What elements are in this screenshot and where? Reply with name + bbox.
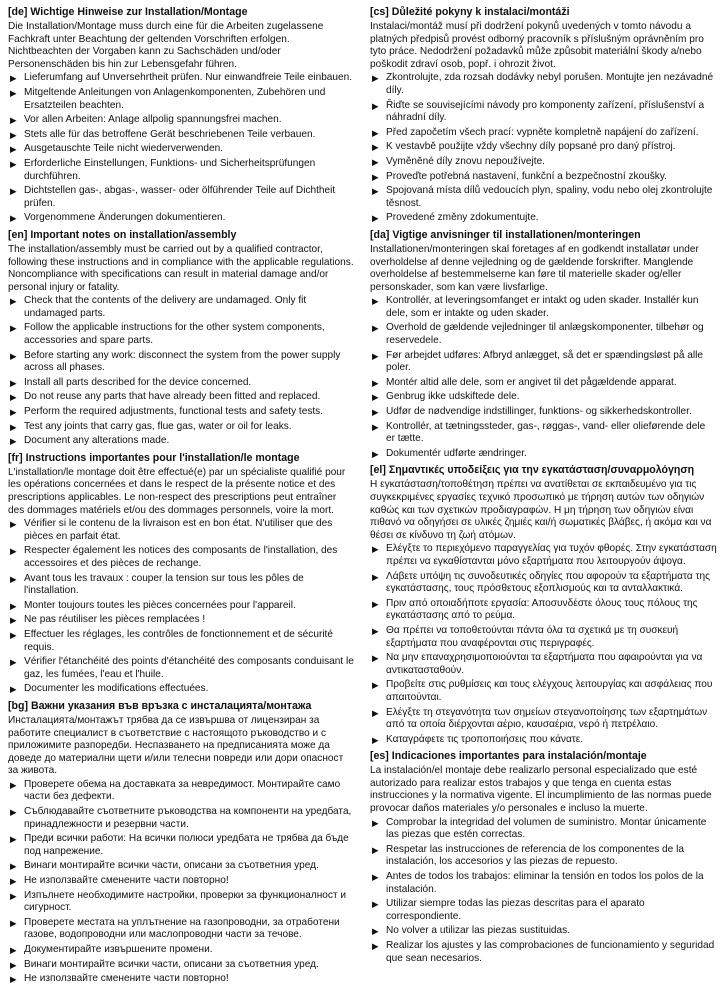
bullet-triangle-icon: ▶: [10, 392, 17, 403]
list-item-text: Mitgeltende Anleitungen von Anlagenkomponenten, Zubehören und Ersatzteilen beachten.: [24, 86, 326, 111]
list-item: [370, 100, 717, 125]
list-item-text: Не използвайте сменените части повторно!: [24, 973, 229, 985]
left-column: [8, 6, 355, 990]
list-item-text: Test any joints that carry gas, flue gas, water or oil for leaks.: [24, 420, 292, 432]
list-item: [8, 87, 355, 112]
list-item: [8, 212, 355, 225]
list-item-text: Before starting any work: disconnect the system from the power supply across all phases.: [24, 349, 341, 374]
list-item: [8, 833, 355, 858]
bullet-triangle-icon: ▶: [10, 546, 17, 557]
list-item-text: Zkontrolujte, zda rozsah dodávky nebyl porušen. Montujte jen nezávadné díly.: [386, 72, 714, 96]
bullet-triangle-icon: ▶: [10, 861, 17, 872]
bullet-triangle-icon: ▶: [372, 142, 379, 153]
list-item: [8, 973, 355, 986]
list-item-text: Vorgenommene Änderungen dokumentieren.: [24, 212, 226, 224]
list-item: [8, 114, 355, 127]
bullet-triangle-icon: ▶: [10, 296, 17, 307]
list-item: [370, 185, 717, 210]
bullet-list: [8, 779, 355, 986]
section-intro: Die Installation/Montage muss durch eine für die Arbeiten zugelassene Fachkraft unter Beachtung der geltenden Vorschriften erfolgen. Nichtbeachten der Vorgaben kann zu Sachschäden und/oder Personenschäden bis hin zur Lebensgefahr führen.: [8, 21, 324, 70]
list-item-text: Document any alterations made.: [24, 435, 170, 447]
list-item-text: Utilizar siempre todas las piezas descritas para el aparato correspondiente.: [386, 898, 645, 922]
list-item: [8, 860, 355, 873]
list-item: [370, 844, 717, 869]
list-item-text: Follow the applicable instructions for the other system components, accessories and spare parts.: [24, 322, 325, 347]
list-item: [8, 629, 355, 654]
list-item: [8, 683, 355, 696]
list-item-text: Vyměněné díly znovu nepoužívejte.: [386, 155, 545, 167]
bullet-triangle-icon: ▶: [10, 213, 17, 224]
list-item-text: Stets alle für das betroffene Gerät beschriebenen Teile verbauen.: [24, 128, 316, 140]
list-item-text: Καταγράφετε τις τροποποιήσεις που κάνατε.: [386, 733, 584, 745]
list-item-text: Ελέγξτε το περιεχόμενο παραγγελίας για τυχόν φθορές. Στην εγκατάσταση πρέπει να εγκαθίστανται μόνο εξαρτήματα που λειτουργούν άψογα.: [386, 543, 717, 567]
section-intro: Η εγκατάσταση/τοποθέτηση πρέπει να ανατίθεται σε εκπαιδευμένο για τις συγκεκριμένες εργασίες τεχνικό προσωπικό με τήρηση αυτών των οδηγιών καθώς και των σχετικών προδιαγραφών. Η μη τήρηση των οδηγιών είναι πιθανό να οδηγήσει σε υλικές ζημιές και/ή σωματικές βλάβες, ή ακόμα και να θέσει σε κίνδυνο τη ζωή ατόμων.: [370, 479, 712, 541]
list-item: [8, 806, 355, 831]
list-item: [8, 545, 355, 570]
list-item-text: Realizar los ajustes y las comprobaciones de funcionamiento y seguridad que sean necesarios.: [386, 940, 715, 964]
bullet-triangle-icon: ▶: [10, 684, 17, 695]
list-item: [370, 391, 717, 404]
bullet-triangle-icon: ▶: [372, 598, 379, 609]
list-item-text: Documenter les modifications effectuées.: [24, 683, 209, 695]
list-item: [370, 571, 717, 596]
bullet-triangle-icon: ▶: [10, 974, 17, 985]
list-item: [370, 543, 717, 568]
list-item-text: Antes de todos los trabajos: eliminar la tensión en todos los polos de la instalación.: [386, 871, 704, 895]
bullet-triangle-icon: ▶: [10, 600, 17, 611]
bullet-triangle-icon: ▶: [10, 407, 17, 418]
bullet-triangle-icon: ▶: [372, 296, 379, 307]
list-item: [370, 72, 717, 97]
list-item: [8, 129, 355, 142]
bullet-triangle-icon: ▶: [372, 680, 379, 691]
list-item: [8, 377, 355, 390]
right-column: [370, 6, 717, 969]
list-item-text: Съблюдавайте съответните ръководства на компоненти на уредбата, принадлежности и резервни части.: [24, 806, 352, 830]
list-item: [8, 350, 355, 375]
bullet-triangle-icon: ▶: [372, 941, 379, 951]
section-intro: The installation/assembly must be carried out by a qualified contractor, following these instructions and in compliance with the applicable regulations. Noncompliance with specifications can result in material damage and/or personal injury or fatality.: [8, 243, 354, 293]
list-item: [370, 817, 717, 842]
list-item: [8, 72, 355, 85]
bullet-list: [370, 817, 717, 966]
section-intro: Installationen/monteringen skal foretages af en godkendt installatør under overholdelse af denne vejledning og de gældende forskrifter. Manglende overholdelse af bestemmelserne kan føre til materielle skader og/eller personskader, som kan være livsfarlige.: [370, 243, 699, 293]
section-fr: [8, 452, 355, 696]
list-item-text: Изпълнете необходимите настройки, проверки за функционалност и сигурност.: [24, 889, 347, 914]
bullet-triangle-icon: ▶: [372, 926, 379, 937]
list-item-text: Προβείτε στις ρυθμίσεις και τους ελέγχους λειτουργίας και ασφάλειας που απαιτούνται.: [386, 679, 713, 703]
list-item-text: Преди всички работи: На всички полюси уредбата не трябва да бъде под напрежение.: [24, 833, 349, 857]
list-item-text: Λάβετε υπόψη τις συνοδευτικές οδηγίες που αφορούν τα εξαρτήματα της εγκατάστασης, τους πρόσθετους εξοπλισμούς και τα ανταλλακτικά.: [386, 570, 710, 595]
bullet-triangle-icon: ▶: [10, 876, 17, 887]
section-de: [8, 6, 355, 225]
section-title: [el] Σημαντικές υποδείξεις για την εγκατάσταση/συναρμολόγηση: [370, 464, 695, 477]
list-item: [370, 156, 717, 169]
list-item: [370, 212, 717, 225]
list-item-text: Проверете обема на доставката за невредимост. Монтирайте само части без дефекти.: [24, 778, 341, 803]
list-item-text: Dokumentér udførte ændringer.: [386, 447, 527, 459]
bullet-triangle-icon: ▶: [10, 436, 17, 447]
list-item-text: Do not reuse any parts that have already been fitted and replaced.: [24, 391, 321, 403]
section-bg: [8, 700, 355, 986]
list-item-text: Check that the contents of the delivery are undamaged. Only fit undamaged parts.: [24, 295, 307, 319]
section-title: [bg] Важни указания във връзка с инсталацията/монтажа: [8, 699, 312, 712]
list-item: [8, 421, 355, 434]
section-title: [de] Wichtige Hinweise zur Installation/Montage: [8, 6, 248, 18]
bullet-triangle-icon: ▶: [372, 171, 379, 182]
section-intro: La instalación/el montaje debe realizarlo personal especializado que esté autorizado para realizar estos trabajos y que tenga en cuenta estas instrucciones y la normativa vigente. El incumplimiento de las normas puede provocar daños materiales y/o personales e incluso la muerte.: [370, 765, 712, 815]
bullet-list: [370, 72, 717, 225]
bullet-triangle-icon: ▶: [10, 350, 17, 361]
list-item-text: Kontrollér, at tætningssteder, gas-, røggas-, vand- eller olieførende dele er tætte.: [386, 420, 706, 445]
bullet-triangle-icon: ▶: [372, 421, 379, 432]
bullet-triangle-icon: ▶: [372, 448, 379, 459]
list-item: [8, 322, 355, 347]
bullet-triangle-icon: ▶: [10, 323, 17, 334]
list-item: [370, 707, 717, 732]
bullet-triangle-icon: ▶: [372, 323, 379, 334]
section-es: [370, 750, 717, 965]
list-item: [370, 127, 717, 140]
bullet-list: [8, 295, 355, 448]
section-title: [es] Indicaciones importantes para instalación/montaje: [370, 750, 647, 763]
section-title: [da] Vigtige anvisninger til installationen/monteringen: [370, 228, 641, 241]
list-item: [8, 600, 355, 613]
bullet-triangle-icon: ▶: [10, 657, 17, 668]
list-item: [370, 421, 717, 446]
bullet-triangle-icon: ▶: [372, 392, 379, 403]
bullet-triangle-icon: ▶: [372, 73, 379, 84]
section-el: [370, 464, 717, 746]
list-item: [370, 141, 717, 154]
list-item: [370, 598, 717, 623]
bullet-triangle-icon: ▶: [372, 350, 379, 361]
bullet-triangle-icon: ▶: [10, 115, 17, 126]
bullet-triangle-icon: ▶: [10, 834, 17, 845]
list-item-text: Udfør de nødvendige indstillinger, funktions- og sikkerhedskontroller.: [386, 406, 692, 418]
list-item-text: Vérifier si le contenu de la livraison est en bon état. N'utiliser que des pièces en parfait état.: [24, 518, 333, 542]
list-item: [8, 295, 355, 320]
list-item: [370, 734, 717, 747]
list-item: [8, 185, 355, 210]
bullet-triangle-icon: ▶: [10, 945, 17, 955]
bullet-triangle-icon: ▶: [372, 653, 379, 664]
bullet-triangle-icon: ▶: [10, 377, 17, 388]
list-item: [8, 890, 355, 915]
list-item-text: Řiďte se souvisejícími návody pro komponenty zařízení, příslušenství a náhradní díly.: [386, 99, 705, 124]
list-item-text: Vérifier l'étanchéité des points d'étanchéité des composants conduisant le gaz, les fumées, l'eau et l'huile.: [24, 656, 354, 680]
bullet-triangle-icon: ▶: [372, 625, 379, 636]
list-item: [8, 917, 355, 942]
list-item: [370, 679, 717, 704]
list-item-text: K vestavbě použijte vždy všechny díly popsané pro daný přístroj.: [386, 141, 676, 153]
list-item-text: Comprobar la integridad del volumen de suministro. Montar únicamente las piezas que estén correctas.: [386, 816, 707, 841]
list-item: [370, 295, 717, 320]
list-item: [8, 573, 355, 598]
list-item: [370, 377, 717, 390]
list-item: [370, 925, 717, 938]
list-item-text: Před započetím všech prací: vypněte kompletně napájení do zařízení.: [386, 126, 699, 138]
list-item-text: Effectuer les réglages, les contrôles de fonctionnement et de sécurité requis.: [24, 628, 333, 653]
bullet-triangle-icon: ▶: [10, 186, 17, 197]
bullet-triangle-icon: ▶: [372, 571, 379, 582]
list-item: [8, 959, 355, 972]
bullet-triangle-icon: ▶: [372, 100, 379, 111]
list-item-text: Erforderliche Einstellungen, Funktions- und Sicherheitsprüfungen durchführen.: [24, 157, 316, 182]
list-item-text: Ελέγξτε τη στεγανότητα των σημείων στεγανοποίησης των εξαρτημάτων από τα οποία διέρχονται αέριο, καυσαέρια, νερό ή πετρέλαιο.: [386, 706, 708, 731]
list-item: [370, 625, 717, 650]
bullet-triangle-icon: ▶: [372, 899, 379, 910]
list-item: [370, 171, 717, 184]
section-title: [cs] Důležité pokyny k instalaci/montáži: [370, 6, 570, 18]
list-item: [8, 656, 355, 681]
list-item-text: Не използвайте сменените части повторно!: [24, 875, 229, 887]
bullet-triangle-icon: ▶: [372, 844, 379, 855]
bullet-triangle-icon: ▶: [372, 817, 379, 828]
bullet-triangle-icon: ▶: [10, 959, 17, 970]
list-item-text: Dichtstellen gas-, abgas-, wasser- oder ölführender Teile auf Dichtheit prüfen.: [24, 185, 336, 209]
bullet-triangle-icon: ▶: [10, 519, 17, 530]
list-item-text: Πριν από οποιαδήποτε εργασία: Αποσυνδέστε όλους τους πόλους της εγκατάστασης από το ρεύμα.: [386, 597, 698, 622]
list-item: [8, 143, 355, 156]
bullet-list: [8, 72, 355, 225]
bullet-triangle-icon: ▶: [372, 734, 379, 745]
bullet-triangle-icon: ▶: [10, 158, 17, 169]
list-item: [370, 898, 717, 923]
list-item-text: Overhold de gældende vejledninger til anlægskomponenter, tilbehør og reservedele.: [386, 322, 704, 347]
bullet-list: [8, 518, 355, 696]
list-item: [370, 322, 717, 347]
list-item-text: Ausgetauschte Teile nicht wiederverwenden.: [24, 143, 224, 155]
section-intro: Инсталацията/монтажът трябва да се извършва от лицензиран за работите специалист в съответствие с настоящото ръководство и с приложимите разпоредби. Неспазването на предписанията може да доведе до материални щети и/или телесни повреди или дори опасност за живота.: [8, 714, 344, 777]
list-item-text: Vor allen Arbeiten: Anlage allpolig spannungsfrei machen.: [24, 114, 282, 126]
list-item-text: Να μην επαναχρησιμοποιούνται τα εξαρτήματα που αφαιρούνται για να αντικατασταθούν.: [386, 652, 703, 676]
list-item: [8, 944, 355, 957]
bullet-triangle-icon: ▶: [372, 872, 379, 883]
list-item-text: Винаги монтирайте всички части, описани за съответния уред.: [24, 860, 319, 872]
list-item: [8, 406, 355, 419]
list-item-text: Genbrug ikke udskiftede dele.: [386, 391, 520, 403]
list-item: [8, 158, 355, 183]
list-item-text: Проверете местата на уплътнение на газопроводни, за отработени газове, водопроводни или маслопроводни части за течове.: [24, 916, 340, 941]
list-item-text: Montér altid alle dele, som er angivet til det pågældende apparat.: [386, 376, 677, 388]
list-item-text: Install all parts described for the device concerned.: [24, 376, 252, 388]
bullet-triangle-icon: ▶: [372, 127, 379, 138]
list-item: [370, 350, 717, 375]
bullet-triangle-icon: ▶: [10, 890, 17, 901]
section-intro: L'installation/le montage doit être effectué(e) par un spécialiste qualifié pour les opérations concernées et dans le respect de la présente notice et des prescriptions applicables. Le non-respect des prescriptions peut entraîner des dommages matériels et/ou des dommages personnels, voire la mort.: [8, 466, 346, 516]
list-item-text: Lieferumfang auf Unversehrtheit prüfen. Nur einwandfreie Teile einbauen.: [24, 72, 353, 84]
list-item: [8, 518, 355, 543]
list-item-text: No volver a utilizar las piezas sustituidas.: [386, 925, 571, 937]
list-item: [370, 448, 717, 461]
bullet-triangle-icon: ▶: [372, 544, 379, 555]
bullet-triangle-icon: ▶: [372, 707, 379, 718]
bullet-triangle-icon: ▶: [372, 156, 379, 167]
list-item: [8, 875, 355, 888]
list-item-text: Θα πρέπει να τοποθετούνται πάντα όλα τα σχετικά με τη συσκευή εξαρτήματα που αναφέρονται στις περιγραφές.: [386, 624, 679, 649]
list-item: [8, 435, 355, 448]
bullet-list: [370, 543, 717, 746]
section-da: [370, 229, 717, 461]
list-item-text: Proveďte potřebná nastavení, funkční a bezpečnostní zkoušky.: [386, 170, 667, 182]
list-item-text: Avant tous les travaux : couper la tension sur tous les pôles de l'installation.: [24, 572, 304, 597]
list-item-text: Respecter également les notices des composants de l'installation, des accessoires et des pièces de rechange.: [24, 545, 338, 569]
bullet-triangle-icon: ▶: [372, 213, 379, 224]
list-item-text: Provedené změny zdokumentujte.: [386, 212, 539, 224]
list-item: [8, 779, 355, 804]
bullet-triangle-icon: ▶: [10, 615, 17, 626]
bullet-triangle-icon: ▶: [372, 186, 379, 197]
section-en: [8, 229, 355, 448]
section-cs: [370, 6, 717, 225]
list-item: [370, 940, 717, 965]
bullet-triangle-icon: ▶: [10, 573, 17, 584]
list-item-text: Monter toujours toutes les pièces concernées pour l'appareil.: [24, 599, 296, 611]
list-item: [370, 652, 717, 677]
list-item: [8, 391, 355, 404]
section-title: [en] Important notes on installation/assembly: [8, 228, 237, 241]
bullet-triangle-icon: ▶: [372, 377, 379, 388]
list-item-text: Kontrollér, at leveringsomfanget er intakt og uden skader. Installér kun dele, som er intakte og uden skader.: [386, 295, 699, 319]
list-item: [8, 614, 355, 627]
bullet-triangle-icon: ▶: [10, 73, 17, 84]
bullet-list: [370, 295, 717, 460]
bullet-triangle-icon: ▶: [10, 129, 17, 140]
list-item-text: Perform the required adjustments, functional tests and safety tests.: [24, 406, 324, 418]
bullet-triangle-icon: ▶: [10, 779, 17, 790]
bullet-triangle-icon: ▶: [10, 421, 17, 432]
list-item-text: Винаги монтирайте всички части, описани за съответния уред.: [24, 958, 319, 970]
bullet-triangle-icon: ▶: [10, 917, 17, 928]
bullet-triangle-icon: ▶: [10, 629, 17, 640]
bullet-triangle-icon: ▶: [10, 144, 17, 155]
bullet-triangle-icon: ▶: [10, 807, 17, 818]
list-item-text: Документирайте извършените промени.: [24, 944, 213, 955]
list-item: [370, 406, 717, 419]
list-item-text: Ne pas réutiliser les pièces remplacées !: [24, 614, 206, 626]
list-item-text: Respetar las instrucciones de referencia de los componentes de la instalación, los accesorios y las piezas de repuesto.: [386, 843, 684, 868]
bullet-triangle-icon: ▶: [10, 87, 17, 98]
list-item: [370, 871, 717, 896]
section-intro: Instalaci/montáž musí při dodržení pokynů uvedených v tomto návodu a platných předpisů provést odborný pracovník s příslušným oprávněním pro tyto práce. Nedodržení požadavků může způsobit materiální škody a/nebo poškodit zdraví osob, popř. i ohrozit život.: [370, 21, 704, 70]
section-title: [fr] Instructions importantes pour l'installation/le montage: [8, 451, 300, 464]
list-item-text: Spojovaná místa dílů vedoucích plyn, spaliny, vodu nebo olej zkontrolujte těsnost.: [386, 185, 713, 209]
list-item-text: Før arbejdet udføres: Afbryd anlægget, så det er spændingsløst på alle poler.: [386, 349, 703, 374]
bullet-triangle-icon: ▶: [372, 407, 379, 418]
